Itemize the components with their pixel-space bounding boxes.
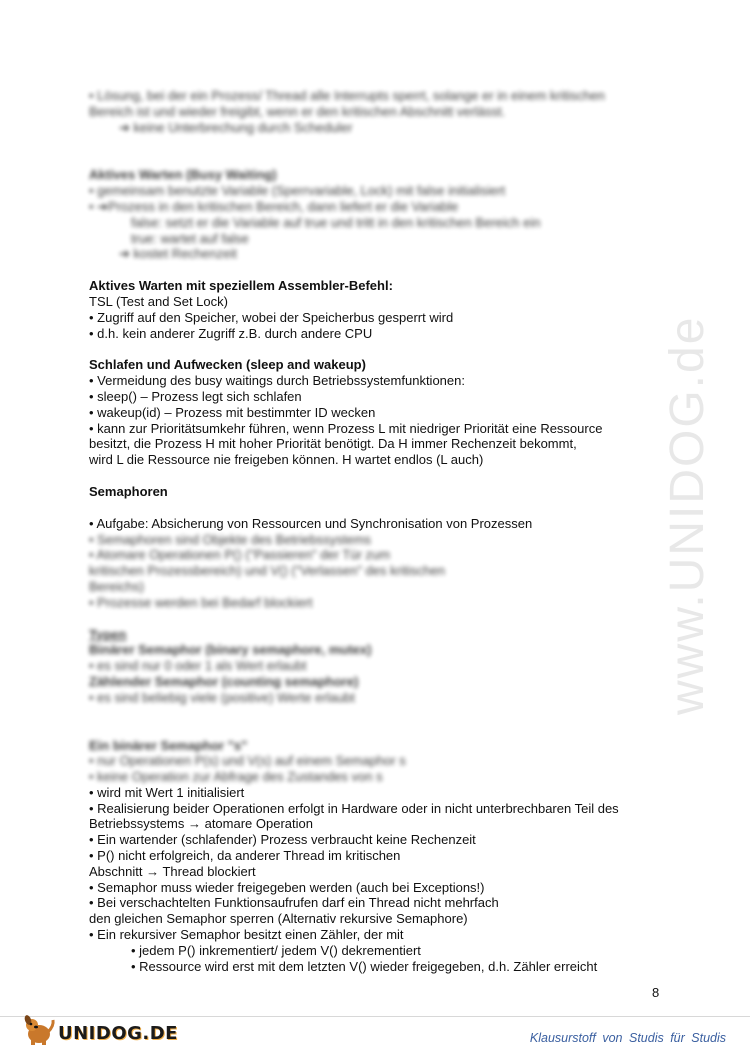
text-line: • ➔Prozess in den kritischen Bereich, dann liefert er die Variable bbox=[89, 198, 459, 214]
semaphore-section bbox=[89, 484, 664, 611]
section-heading: Aktives Warten (Busy Waiting) bbox=[89, 167, 277, 183]
text-line: • keine Operation zur Abfrage des Zustandes von s bbox=[89, 769, 383, 785]
text-line: • Aufgabe: Absicherung von Ressourcen und Synchronisation von Prozessen bbox=[89, 515, 533, 531]
text-line: Betriebssystems → atomare Operation bbox=[89, 816, 313, 832]
text-line: false: setzt er die Variable auf true und tritt in den kritischen Bereich ein bbox=[131, 214, 541, 230]
footer-tagline: Klausurstoff von Studis für Studis bbox=[529, 1031, 726, 1045]
text-line: • d.h. kein anderer Zugriff z.B. durch andere CPU bbox=[89, 325, 373, 341]
text-line: • Zugriff auf den Speicher, wobei der Speicherbus gesperrt wird bbox=[89, 309, 454, 325]
text-line: besitzt, die Prozess H mit hoher Priorität benötigt. Da H immer Rechenzeit bekommt, bbox=[89, 436, 577, 452]
text-line: • Semaphoren sind Objekte des Betriebssystems bbox=[89, 531, 372, 547]
subheading: Binärer Semaphor (binary semaphore, mutex) bbox=[89, 642, 372, 658]
watermark: www.UNIDOG.de bbox=[661, 315, 714, 715]
page-content bbox=[89, 88, 664, 974]
text-line: wird L die Ressource nie freigeben können. H wartet endlos (L auch) bbox=[89, 452, 484, 468]
text-line: • Realisierung beider Operationen erfolgt in Hardware oder in nicht unterbrechbaren Teil des bbox=[89, 800, 619, 816]
sleep-wakeup-section bbox=[89, 357, 664, 468]
text-line: TSL (Test and Set Lock) bbox=[89, 293, 228, 309]
text-line: • Vermeidung des busy waitings durch Betriebssystemfunktionen: bbox=[89, 373, 465, 389]
text-line: • nur Operationen P(s) und V(s) auf einem Semaphor s bbox=[89, 753, 406, 769]
subheading: Zählender Semaphor (counting semaphore) bbox=[89, 673, 359, 689]
blurred-busy-waiting-section bbox=[89, 167, 664, 262]
subheading: Typen bbox=[89, 626, 127, 642]
text-line: • wakeup(id) – Prozess mit bestimmter ID wecken bbox=[89, 404, 376, 420]
blurred-intro-section bbox=[89, 88, 664, 135]
text-line: • kann zur Prioritätsumkehr führen, wenn Prozess L mit niedriger Priorität eine Ressource bbox=[89, 420, 603, 436]
text-line: Bereich ist und wieder freigibt, wenn er den kritischen Abschnitt verlässt. bbox=[89, 103, 506, 119]
section-heading: Semaphoren bbox=[89, 483, 168, 499]
text-line: • Semaphor muss wieder freigegeben werden (auch bei Exceptions!) bbox=[89, 879, 485, 895]
text-line: Abschnitt → Thread blockiert bbox=[89, 863, 256, 879]
text-line: • Ein wartender (schlafender) Prozess verbraucht keine Rechenzeit bbox=[89, 832, 476, 848]
blurred-types-section bbox=[89, 627, 664, 706]
section-heading: Aktives Warten mit speziellem Assembler-Befehl: bbox=[89, 278, 393, 294]
unidog-logo bbox=[22, 1010, 178, 1050]
text-line: • es sind beliebig viele (positive) Werte erlaubt bbox=[89, 689, 355, 705]
text-line: • Ressource wird erst mit dem letzten V() wieder freigegeben, d.h. Zähler erreicht bbox=[131, 958, 598, 974]
text-line: • Lösung, bei der ein Prozess/ Thread alle Interrupts sperrt, solange er in einem kritischen bbox=[89, 88, 605, 103]
blurred-binary-semaphore-header bbox=[89, 738, 664, 785]
text-line: true: wartet auf false bbox=[131, 230, 249, 246]
text-line: • sleep() – Prozess legt sich schlafen bbox=[89, 388, 302, 404]
text-line: • wird mit Wert 1 initialisiert bbox=[89, 784, 245, 800]
section-heading: Ein binärer Semaphor "s" bbox=[89, 737, 248, 753]
text-line: kritischen Prozessbereich) und V() ("Verlassen" des kritischen bbox=[89, 563, 446, 579]
section-heading: Schlafen und Aufwecken (sleep and wakeup) bbox=[89, 357, 366, 373]
binary-semaphore-section bbox=[89, 738, 664, 975]
text-line: • Ein rekursiver Semaphor besitzt einen Zähler, der mit bbox=[89, 927, 404, 943]
page-number: 8 bbox=[652, 985, 660, 1000]
text-line: ➔ kostet Rechenzeit bbox=[119, 246, 237, 262]
text-line: ➔ keine Unterbrechung durch Scheduler bbox=[119, 119, 353, 135]
dog-mascot-icon bbox=[22, 1014, 56, 1046]
text-line: Bereichs) bbox=[89, 578, 144, 594]
text-line: • es sind nur 0 oder 1 als Wert erlaubt bbox=[89, 658, 307, 674]
text-line: • Prozesse werden bei Bedarf blockiert bbox=[89, 594, 313, 610]
text-line: • gemeinsam benutzte Variable (Sperrvariable, Lock) mit false initialisiert bbox=[89, 183, 506, 199]
text-line: den gleichen Semaphor sperren (Alternativ rekursive Semaphore) bbox=[89, 911, 468, 927]
blurred-semaphore-bullets bbox=[89, 532, 664, 611]
text-line: • P() nicht erfolgreich, da anderer Thread im kritischen bbox=[89, 848, 401, 864]
logo-text: UNIDOG.DE bbox=[58, 1022, 178, 1044]
text-line: • Bei verschachtelten Funktionsaufrufen darf ein Thread nicht mehrfach bbox=[89, 895, 499, 911]
tsl-section bbox=[89, 278, 664, 341]
text-line: • Atomare Operationen P() ("Passieren" der Tür zum bbox=[89, 547, 391, 563]
text-line: • jedem P() inkrementiert/ jedem V() dekrementiert bbox=[131, 942, 421, 958]
